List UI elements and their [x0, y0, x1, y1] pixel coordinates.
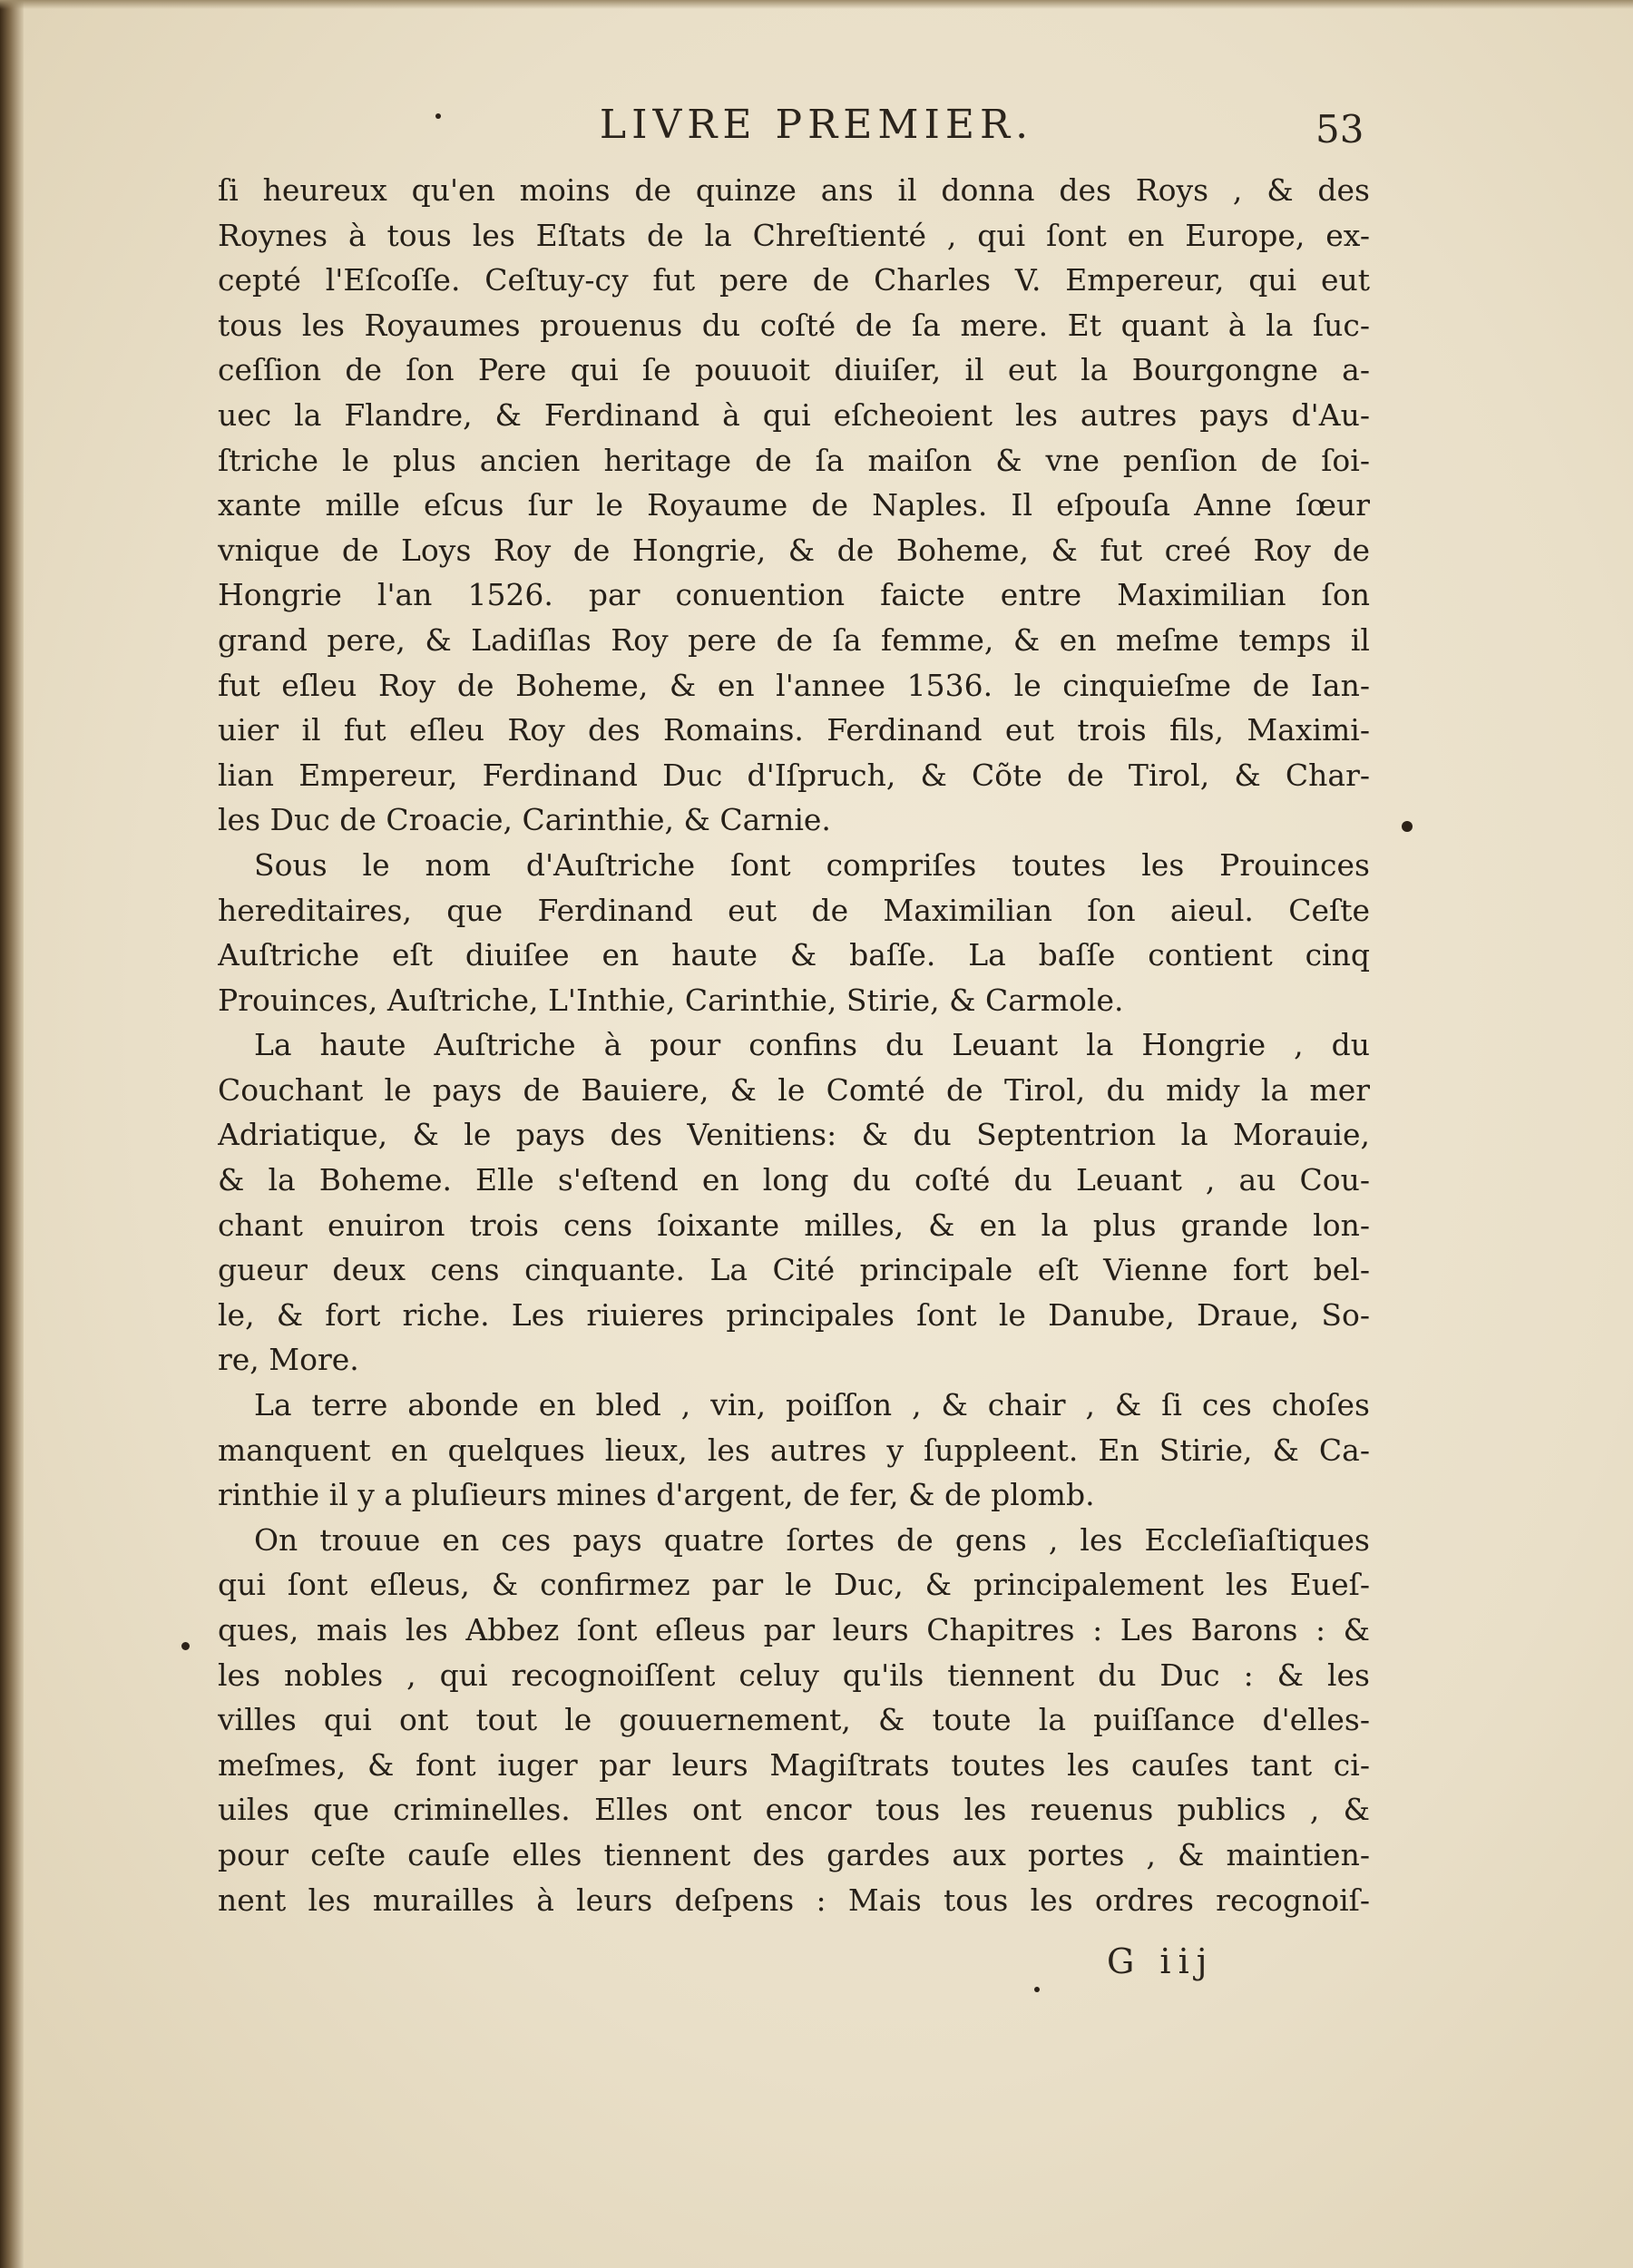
text-line: uiles que criminelles. Elles ont encor tous les reuenus publics , & [218, 1792, 1370, 1828]
text-line: fut eſleu Roy de Boheme, & en l'annee 1536. le cinquieſme de Ian- [218, 667, 1370, 703]
paragraph-start-line: La haute Auſtriche à pour confins du Leuant la Hongrie , du [254, 1027, 1370, 1063]
page-binding-edge [0, 0, 24, 2268]
text-line: xante mille eſcus ſur le Royaume de Naples. Il eſpouſa Anne ſœur [218, 487, 1370, 523]
text-line: qui ſont eſleus, & confirmez par le Duc, & principalement les Eueſ- [218, 1567, 1370, 1603]
running-head [0, 102, 1633, 165]
text-line: & la Boheme. Elle s'eſtend en long du coſté du Leuant , au Cou- [218, 1162, 1370, 1198]
text-line: meſmes, & font iuger par leurs Magiſtrats toutes les cauſes tant ci- [218, 1746, 1370, 1783]
ink-speck [181, 1642, 190, 1650]
text-line: lian Empereur, Ferdinand Duc d'Iſpruch, & Cõte de Tirol, & Char- [218, 757, 1370, 793]
text-line: nent les murailles à leurs deſpens : Mais tous les ordres recognoiſ- [218, 1882, 1370, 1918]
text-line: Auſtriche eſt diuiſee en haute & baſſe. La baſſe contient cinq [218, 937, 1370, 973]
text-line: Hongrie l'an 1526. par conuention faicte entre Maximilian ſon [218, 577, 1370, 613]
text-line: ceſſion de ſon Pere qui ſe pouuoit diuiſer, il eut la Bourgongne a- [218, 352, 1370, 388]
text-line: Adriatique, & le pays des Venitiens: & du Septentrion la Morauie, [218, 1117, 1370, 1153]
text-line: ques, mais les Abbez ſont eſleus par leurs Chapitres : Les Barons : & [218, 1612, 1370, 1647]
paragraph-start-line: On trouue en ces pays quatre ſortes de gens , les Eccleſiaſtiques [254, 1521, 1370, 1558]
text-line: tous les Royaumes prouenus du coſté de ſa mere. Et quant à la ſuc- [218, 307, 1370, 343]
ink-speck [1402, 821, 1413, 832]
text-line: le, & fort riche. Les riuieres principales ſont le Danube, Draue, So- [218, 1296, 1370, 1333]
signature-mark: G iij [1107, 1941, 1215, 1981]
text-line: uier il fut eſleu Roy des Romains. Ferdinand eut trois fils, Maximi- [218, 712, 1370, 748]
text-line: Roynes à tous les Eſtats de la Chreſtienté , qui ſont en Europe, ex- [218, 217, 1370, 253]
text-line: re, More. [218, 1342, 359, 1378]
text-line: cepté l'Eſcoſſe. Ceſtuy-cy fut pere de Charles V. Empereur, qui eut [218, 262, 1370, 298]
text-line: ſtriche le plus ancien heritage de ſa maiſon & vne penſion de ſoi- [218, 442, 1370, 478]
text-line: chant enuiron trois cens ſoixante milles, & en la plus grande lon- [218, 1207, 1370, 1243]
body-text [218, 168, 1370, 1922]
paragraph-start-line: Sous le nom d'Auſtriche ſont compriſes toutes les Prouinces [254, 846, 1370, 883]
text-line: ſi heureux qu'en moins de quinze ans il donna des Roys , & des [218, 172, 1370, 208]
text-line: Prouinces, Auſtriche, L'Inthie, Carinthie, Stirie, & Carmole. [218, 982, 1124, 1018]
text-line: hereditaires, que Ferdinand eut de Maximilian ſon aieul. Ceſte [218, 892, 1370, 928]
paragraph-start-line: La terre abonde en bled , vin, poiſſon , & chair , & ſi ces choſes [254, 1387, 1370, 1423]
text-line: uec la Flandre, & Ferdinand à qui eſcheoient les autres pays d'Au- [218, 396, 1370, 433]
text-line: Couchant le pays de Bauiere, & le Comté de Tirol, du midy la mer [218, 1071, 1370, 1108]
text-line: grand pere, & Ladiſlas Roy pere de ſa femme, & en meſme temps il [218, 621, 1370, 658]
text-line: manquent en quelques lieux, les autres y ſuppleent. En Stirie, & Ca- [218, 1432, 1370, 1468]
text-line: gueur deux cens cinquante. La Cité principale eſt Vienne fort bel- [218, 1252, 1370, 1288]
page-top-edge [0, 0, 1633, 9]
text-line: les Duc de Croacie, Carinthie, & Carnie. [218, 802, 831, 838]
text-line: les nobles , qui recognoiſſent celuy qu'ils tiennent du Duc : & les [218, 1657, 1370, 1693]
page-number: 53 [1315, 107, 1364, 152]
text-line: vnique de Loys Roy de Hongrie, & de Boheme, & fut creé Roy de [218, 532, 1370, 568]
ink-speck [435, 113, 441, 119]
running-head-title: LIVRE PREMIER. [599, 102, 1034, 148]
text-line: villes qui ont tout le gouuernement, & toute la puiſſance d'elles- [218, 1702, 1370, 1738]
text-line: rinthie il y a pluſieurs mines d'argent, de fer, & de plomb. [218, 1477, 1095, 1513]
text-line: pour ceſte cauſe elles tiennent des gardes aux portes , & maintien- [218, 1836, 1370, 1872]
ink-speck [1034, 1987, 1040, 1992]
